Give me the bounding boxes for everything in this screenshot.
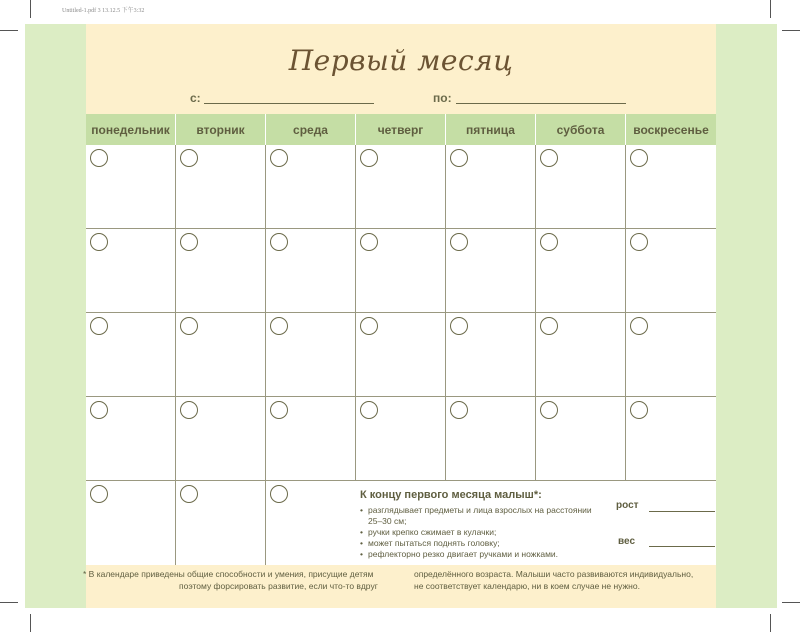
crop-mark [770, 614, 771, 632]
crop-mark [0, 602, 18, 603]
date-circle[interactable] [90, 149, 108, 167]
date-circle[interactable] [270, 485, 288, 503]
weekday-thursday: четверг [356, 114, 446, 145]
date-circle[interactable] [270, 233, 288, 251]
weight-field[interactable] [649, 546, 715, 547]
footnote-right-line1: определённого возраста. Малыши часто развиваются индивидуально, [414, 569, 694, 579]
crop-mark [0, 30, 18, 31]
day-cell[interactable] [266, 145, 356, 229]
date-circle[interactable] [180, 401, 198, 419]
day-cell[interactable] [266, 481, 356, 565]
day-cell[interactable] [176, 229, 266, 313]
day-cell[interactable] [356, 229, 446, 313]
milestones-list [360, 505, 600, 560]
footnote-left-line1: * В календаре приведены общие способности и умения, присущие детям [83, 569, 374, 579]
day-cell[interactable] [356, 313, 446, 397]
date-circle[interactable] [630, 317, 648, 335]
day-cell[interactable] [176, 397, 266, 481]
weekday-tuesday: вторник [176, 114, 266, 145]
milestones-box [356, 481, 716, 565]
date-circle[interactable] [90, 233, 108, 251]
date-circle[interactable] [630, 233, 648, 251]
milestone-item: • рефлекторно резко двигает ручками и ножками. [360, 549, 600, 560]
day-cell[interactable] [536, 313, 626, 397]
day-cell[interactable] [446, 397, 536, 481]
day-cell[interactable] [536, 145, 626, 229]
weight-label: вес [618, 536, 636, 547]
crop-mark [782, 602, 800, 603]
date-circle[interactable] [360, 401, 378, 419]
day-cell[interactable] [176, 313, 266, 397]
day-cell[interactable] [86, 313, 176, 397]
to-date-field[interactable] [456, 103, 626, 104]
day-cell[interactable] [86, 229, 176, 313]
milestones-title: К концу первого месяца малыш*: [360, 489, 542, 501]
weekday-wednesday: среда [266, 114, 356, 145]
day-cell[interactable] [176, 145, 266, 229]
day-cell[interactable] [86, 481, 176, 565]
day-cell[interactable] [446, 229, 536, 313]
crop-mark [782, 30, 800, 31]
date-circle[interactable] [540, 317, 558, 335]
date-circle[interactable] [90, 401, 108, 419]
from-label: с: [190, 91, 201, 105]
date-circle[interactable] [90, 317, 108, 335]
day-cell[interactable] [536, 229, 626, 313]
milestone-item: • ручки крепко сжимает в кулачки; [360, 527, 600, 538]
day-cell[interactable] [536, 397, 626, 481]
date-circle[interactable] [90, 485, 108, 503]
date-circle[interactable] [360, 233, 378, 251]
footnote-left [83, 568, 403, 592]
footnote-left-line2: поэтому форсировать развитие, если что-то вдруг [179, 581, 378, 591]
date-circle[interactable] [630, 149, 648, 167]
footnote-right [414, 568, 714, 592]
footnote-right-line2: не соответствует календарю, ни в коем случае не нужно. [414, 581, 640, 591]
date-circle[interactable] [450, 401, 468, 419]
day-cell[interactable] [626, 229, 716, 313]
page-title: Первый месяц [288, 44, 514, 77]
day-cell[interactable] [626, 145, 716, 229]
to-label: по: [433, 91, 452, 105]
milestone-item: • разглядывает предметы и лица взрослых на расстоянии 25–30 см; [360, 505, 600, 527]
weekday-friday: пятница [446, 114, 536, 145]
from-date-field[interactable] [204, 103, 374, 104]
crop-mark [30, 0, 31, 18]
day-cell[interactable] [446, 313, 536, 397]
date-circle[interactable] [630, 401, 648, 419]
height-label: рост [616, 500, 639, 511]
date-circle[interactable] [450, 233, 468, 251]
date-circle[interactable] [180, 317, 198, 335]
crop-mark [30, 614, 31, 632]
height-field[interactable] [649, 511, 715, 512]
date-circle[interactable] [270, 317, 288, 335]
day-cell[interactable] [266, 313, 356, 397]
print-header: Untitled-1.pdf 3 13.12.5 下午3:32 [62, 8, 145, 14]
day-cell[interactable] [626, 313, 716, 397]
date-circle[interactable] [270, 401, 288, 419]
weekday-monday: понедельник [86, 114, 176, 145]
date-circle[interactable] [180, 485, 198, 503]
date-circle[interactable] [180, 233, 198, 251]
date-circle[interactable] [540, 233, 558, 251]
date-circle[interactable] [270, 149, 288, 167]
milestone-item: • может пытаться поднять головку; [360, 538, 600, 549]
date-circle[interactable] [180, 149, 198, 167]
day-cell[interactable] [86, 145, 176, 229]
day-cell[interactable] [86, 397, 176, 481]
day-cell[interactable] [446, 145, 536, 229]
weekday-header [86, 114, 716, 145]
date-circle[interactable] [360, 149, 378, 167]
day-cell[interactable] [266, 397, 356, 481]
date-circle[interactable] [540, 401, 558, 419]
day-cell[interactable] [356, 397, 446, 481]
weekday-sunday: воскресенье [633, 122, 709, 137]
weekday-saturday: суббота [536, 114, 626, 145]
date-circle[interactable] [450, 317, 468, 335]
day-cell[interactable] [626, 397, 716, 481]
crop-mark [770, 0, 771, 18]
day-cell[interactable] [266, 229, 356, 313]
date-circle[interactable] [450, 149, 468, 167]
day-cell[interactable] [356, 145, 446, 229]
date-circle[interactable] [360, 317, 378, 335]
day-cell[interactable] [176, 481, 266, 565]
date-circle[interactable] [540, 149, 558, 167]
